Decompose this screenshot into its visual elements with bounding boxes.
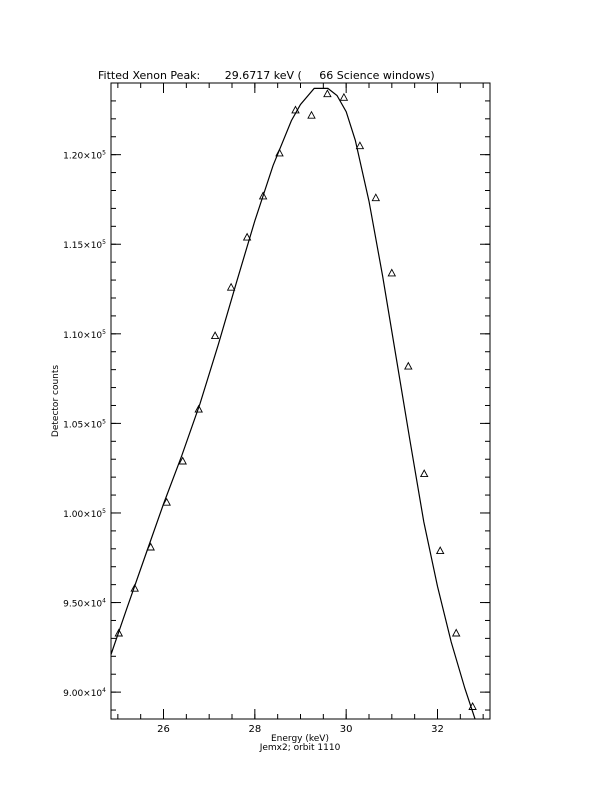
data-point-triangle	[421, 470, 428, 477]
y-tick-label: $1.20\times 10^5$	[63, 149, 106, 162]
y-tick-label: $1.05\times 10^5$	[63, 418, 106, 431]
data-point-triangle	[388, 269, 395, 276]
data-point-triangle	[324, 90, 331, 97]
data-point-triangle	[372, 194, 379, 201]
data-point-triangle	[308, 112, 315, 119]
fit-curve-group	[111, 88, 490, 762]
data-point-triangle	[437, 547, 444, 554]
y-tick-labels	[63, 150, 106, 699]
y-tick-label: $1.00\times 10^5$	[63, 507, 106, 520]
y-axis-label: Detector counts	[51, 364, 61, 438]
y-tick-label: $9.00\times 10^4$	[63, 687, 106, 700]
chart-title: Fitted Xenon Peak: 29.6717 keV ( 66 Science windows)	[98, 69, 435, 82]
x-tick-label: 28	[248, 724, 262, 735]
data-points-group	[115, 90, 476, 709]
data-point-triangle	[340, 94, 347, 101]
y-tick-label: $1.10\times 10^5$	[63, 328, 106, 341]
x-axis-sublabel: Jemx2; orbit 1110	[259, 743, 341, 753]
data-point-triangle	[405, 363, 412, 370]
x-tick-label: 30	[339, 724, 353, 735]
x-axis-label: Energy (keV)	[271, 734, 329, 744]
x-tick-label: 26	[157, 724, 170, 735]
data-point-triangle	[212, 332, 219, 339]
x-tick-label: 32	[431, 724, 444, 735]
plot-frame	[111, 83, 490, 719]
axis-ticks	[111, 83, 490, 719]
data-point-triangle	[453, 630, 460, 637]
data-point-triangle	[228, 284, 235, 291]
fit-curve	[111, 88, 490, 762]
y-tick-label: $1.15\times 10^5$	[63, 239, 106, 252]
y-tick-label: $9.50\times 10^4$	[63, 597, 106, 610]
